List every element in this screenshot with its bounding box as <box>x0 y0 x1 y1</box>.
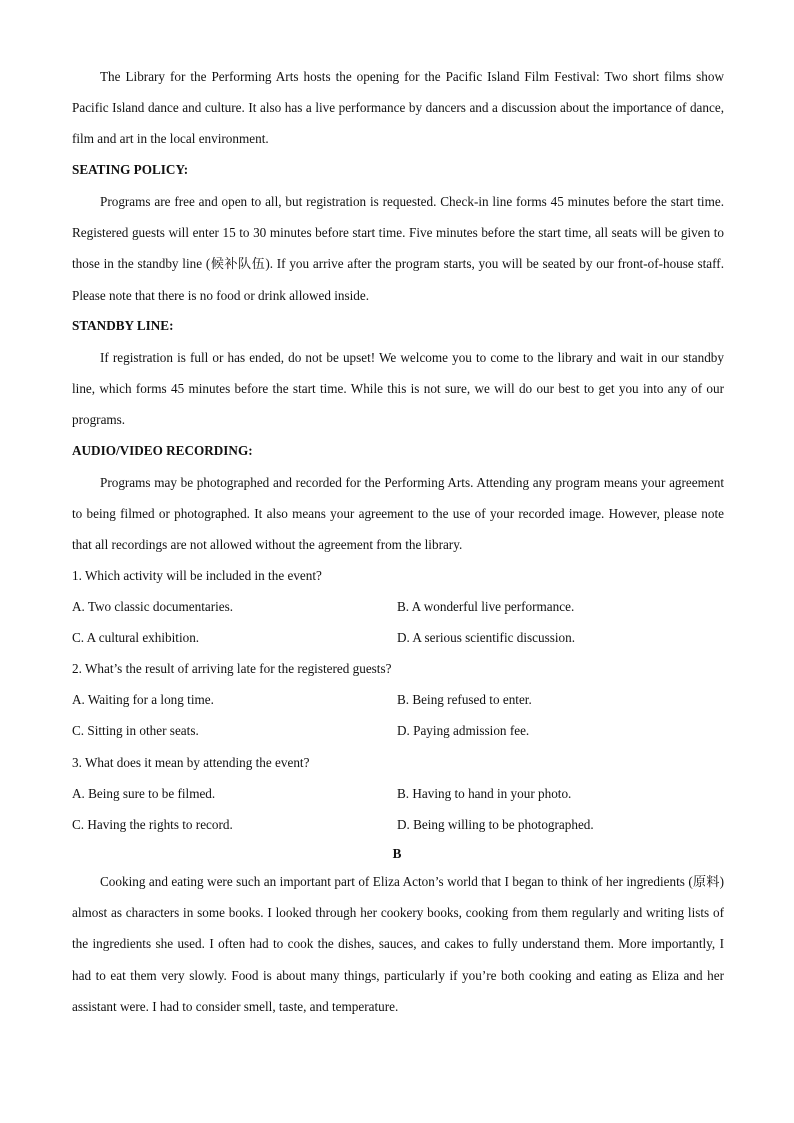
question-2-stem: 2. What’s the result of arriving late for the registered guests? <box>72 661 392 676</box>
section-b-label: B <box>392 846 402 861</box>
recording-heading: AUDIO/VIDEO RECORDING: <box>72 443 253 458</box>
standby-paragraph: If registration is full or has ended, do not be upset! We welcome you to come to the library and wait in our standby line, which forms 45 minutes before the start time. While this is not sure, we will do our best to get you into any of our programs. <box>72 350 724 428</box>
standby-line-heading: STANDBY LINE: <box>72 318 174 333</box>
question-3-option-b: B. Having to hand in your photo. <box>397 786 572 801</box>
question-2-option-c: C. Sitting in other seats. <box>72 723 199 738</box>
question-3-stem: 3. What does it mean by attending the event? <box>72 755 310 770</box>
question-1-stem: 1. Which activity will be included in the event? <box>72 568 322 583</box>
question-1-option-d: D. A serious scientific discussion. <box>397 630 576 645</box>
seating-policy-heading: SEATING POLICY: <box>72 162 189 177</box>
standby-paragraph-block <box>72 342 724 436</box>
question-1-option-a: A. Two classic documentaries. <box>72 599 234 614</box>
intro-paragraph-block <box>72 61 724 155</box>
passage-b-block <box>72 866 724 1022</box>
passage-b-paragraph: Cooking and eating were such an important part of Eliza Acton’s world that I began to think of her ingredients (原料) almost as characters in some books. I looked through her cookery books, cooking from them regularly and writing lists of the ingredients she used. I often had to cook the dishes, sauces, and cakes to fully understand them. More importantly, I had to eat them very slowly. Food is about many things, particularly if you’re both cooking and eating as Eliza and her assistant were. I had to consider smell, taste, and temperature. <box>72 874 724 1014</box>
question-1-option-c: C. A cultural exhibition. <box>72 630 200 645</box>
question-1-option-b: B. A wonderful live performance. <box>397 599 575 614</box>
recording-paragraph-block <box>72 467 724 561</box>
question-2-option-a: A. Waiting for a long time. <box>72 692 214 707</box>
question-3-option-c: C. Having the rights to record. <box>72 817 233 832</box>
question-2-option-d: D. Paying admission fee. <box>397 723 530 738</box>
question-3-option-a: A. Being sure to be filmed. <box>72 786 216 801</box>
question-3-option-d: D. Being willing to be photographed. <box>397 817 594 832</box>
recording-paragraph: Programs may be photographed and recorded for the Performing Arts. Attending any program means your agreement to being filmed or photographed. It also means your agreement to the use of your recorded image. However, please note that all recordings are not allowed without the agreement from the library. <box>72 475 724 553</box>
seating-paragraph-block <box>72 186 724 311</box>
seating-paragraph: Programs are free and open to all, but registration is requested. Check-in line forms 45 minutes before the start time. Registered guests will enter 15 to 30 minutes before start time. Five minutes before the start time, all seats will be given to those in the standby line (候补队伍). If you arrive after the program starts, you will be seated by our front-of-house staff. Please note that there is no food or drink allowed inside. <box>72 194 724 303</box>
intro-paragraph: The Library for the Performing Arts hosts the opening for the Pacific Island Film Festival: Two short films show Pacific Island dance and culture. It also has a live performance by dancers and a discussion about the importance of dance, film and art in the local environment. <box>72 69 724 147</box>
question-2-option-b: B. Being refused to enter. <box>397 692 532 707</box>
